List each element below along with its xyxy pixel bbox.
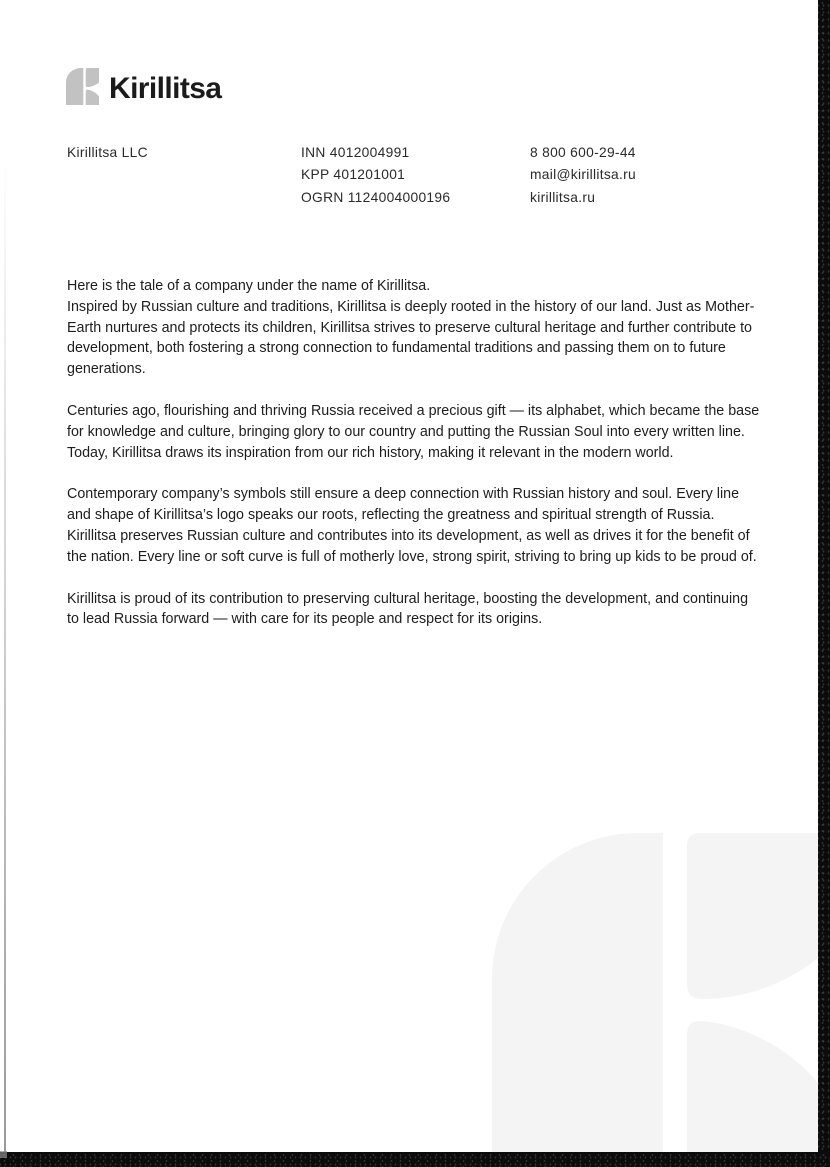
paragraph-1-lead: Here is the tale of a company under the name of Kirillitsa. — [67, 278, 431, 294]
paragraph-1-continuation: Inspired by Russian culture and traditions, Kirillitsa is deeply rooted in the history of our land. Just as Mother-Earth nurtures and protects its children, Kirillitsa strives to preserve cultural heritage and further contribute to development, both fostering a strong connection to fundamental traditions and passing them on to future generations. — [67, 298, 755, 378]
paragraph-3: Contemporary company’s symbols still ensure a deep connection with Russian history and soul. Every line and shape of Kirillitsa’s logo speaks our roots, reflecting the greatness and spiritual strength of Russia. Kirillitsa preserves Russian culture and contributes into its development, as well as drives it for the benefit of the nation. Every line or soft curve is full of motherly love, strong spirit, striving to bring up kids to be proud of. — [67, 486, 757, 565]
bottom-left-edge-smudge — [0, 1151, 7, 1158]
company-ogrn: OGRN 1124004000196 — [301, 189, 451, 205]
company-legal-name: Kirillitsa LLC — [67, 145, 148, 160]
paragraph-4: Kirillitsa is proud of its contribution to preserving cultural heritage, boosting the development, and continuing to lead Russia forward — with care for its people and respect for its origins. — [67, 590, 749, 628]
company-inn: INN 4012004991 — [301, 145, 410, 160]
page-left-edge-shadow — [4, 150, 6, 1152]
letter-body — [67, 276, 763, 651]
company-contacts-block — [530, 142, 636, 209]
company-email: mail@kirillitsa.ru — [530, 167, 637, 183]
page-right-dark-edge — [818, 0, 830, 1167]
paragraph-2: Centuries ago, flourishing and thriving Russia received a precious gift — its alphabet, which became the base for knowledge and culture, bringing glory to our country and putting the Russian Soul into every written line. Today, Kirillitsa draws its inspiration from our rich history, making it relevant in the modern world. — [67, 402, 760, 461]
kirillitsa-watermark-icon — [492, 833, 818, 1152]
company-website: kirillitsa.ru — [530, 189, 596, 205]
page-bottom-dark-edge — [0, 1152, 830, 1167]
company-registration-block — [301, 142, 450, 209]
paragraph-1 — [67, 276, 763, 380]
kirillitsa-mark-icon — [66, 68, 99, 105]
company-phone: 8 800 600-29-44 — [530, 145, 636, 160]
company-logo — [66, 68, 99, 105]
logo-wordmark: Kirillitsa — [109, 72, 222, 105]
company-kpp: KPP 401201001 — [301, 167, 406, 183]
